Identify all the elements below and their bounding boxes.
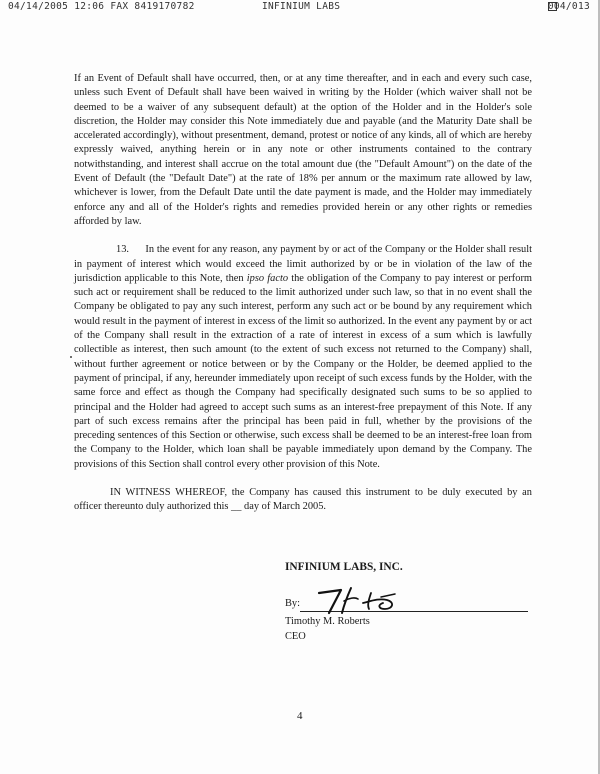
signer-name: Timothy M. Roberts	[285, 616, 370, 627]
fax-datetime	[8, 1, 195, 12]
fax-page-count	[548, 1, 590, 12]
fax-page-text: 004/013	[547, 1, 590, 12]
default-paragraph: If an Event of Default shall have occurred, then, or at any time thereafter, and in each and every such case, unless such Event of Default shall have been waived in writing by the Holder (which waiver shall not be deemed to be a waiver of any subsequent default) at the option of the Holder and in the Holder's sole discretion, the Holder may consider this Note immediately due and payable (and the Maturity Date shall be accelerated accordingly), without presentment, demand, protest or notice of any kinds, all of which are hereby expressly waived, anything herein or in any note or other instruments contained to the contrary notwithstanding, and interest shall accrue on the total amount due (the "Default Amount") on the date of the Event of Default (the "Default Date") at the rate of 18% per annum or the maximum rate allowed by law, whichever is lower, from the Default Date until the date payment is made, and the Holder may immediately enforce any and all of the Holder's rights and remedies provided herein or any other rights or remedies afforded by law.	[74, 73, 532, 227]
fax-date-text: 04/14/2005 12:06 FAX	[8, 1, 129, 12]
section-13-paragraph	[74, 243, 532, 472]
section-number: 13.	[116, 244, 129, 256]
scan-speck	[70, 356, 72, 358]
signer-info	[285, 615, 535, 644]
signer-title: CEO	[285, 630, 306, 642]
handwritten-signature	[311, 585, 421, 617]
signature-block	[285, 561, 535, 644]
fax-company: INFINIUM LABS	[262, 1, 341, 12]
signature-row	[285, 589, 535, 615]
fax-status-icon	[548, 2, 557, 11]
company-name: INFINIUM LABS, INC.	[285, 561, 403, 573]
witness-paragraph: IN WITNESS WHEREOF, the Company has caused this instrument to be duly executed by an officer thereunto duly authorized this __ day of March 2005.	[74, 487, 532, 513]
fax-header	[0, 0, 600, 14]
by-label: By:	[285, 598, 301, 609]
section-13-text-b: the obligation of the Company to pay interest or perform such act or requirement shall be reduced to the limit authorized under such law, so that in no event shall the Company be obligated to pay any such interest, perform any such act or be bound by any requirement which would result in the payment of interest in excess of the limit so authorized. In the event any payment by or act of the Company shall result in the extraction of a rate of interest in excess of a sum which is lawfully collectible as interest, then such amount (to the extent of such excess not returned to the Company) shall, without further agreement or notice between or by the Company or the Holder, be deemed applied to the payment of principal, if any, hereunder immediately upon receipt of such excess funds by the Holder, with the same force and effect as though the Company had specifically designated such sums to be so applied to principal and the Holder had agreed to accept such sums as an interest-free prepayment of this Note. If any part of such excess remains after the principal has been paid in full, whether by the provisions of the preceding sentences of this Section or otherwise, such excess shall be deemed to be an interest-free loan from the Company to the Holder, which loan shall be payable immediately upon demand by the Company. The provisions of this Section shall control every other provision of this Note.	[74, 272, 532, 470]
section-13-text-a: In the event for any reason, any payment by or act of the Company or the Holder shall result in payment of interest which would exceed the limit authorized by or be in violation of the law of the jurisdiction applicable to this Note, then	[74, 244, 532, 284]
page-number: 4	[297, 710, 303, 722]
document-body	[74, 72, 532, 515]
fax-phone: 8419170782	[134, 1, 195, 12]
section-13-italic: ipso facto	[246, 272, 289, 284]
